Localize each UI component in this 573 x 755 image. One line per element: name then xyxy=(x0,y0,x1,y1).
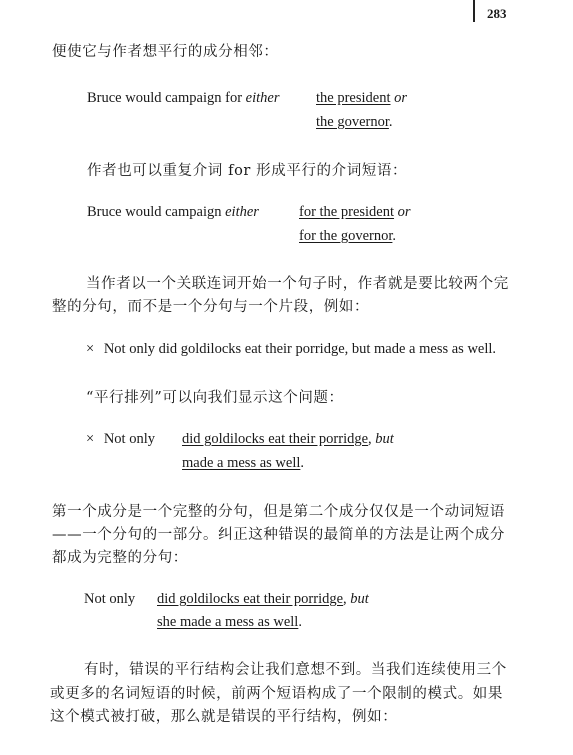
wrong-example-1-text: Not only did goldilocks eat their porridge, but made a mess as well. xyxy=(103,341,497,357)
example-1-line-1 xyxy=(87,90,279,107)
wrong-mark-icon: × xyxy=(86,431,95,447)
wrong-example-2-part-1-line xyxy=(182,431,394,448)
paragraph-3-line-1: 当作者以一个关联连词开始一个句子时，作者就是要比较两个完 xyxy=(86,276,509,292)
correct-example-part-1-line xyxy=(157,591,369,608)
paragraph-2: 作者也可以重复介词 for 形成平行的介词短语： xyxy=(87,163,408,179)
example-2-prefix: Bruce would campaign xyxy=(87,204,226,220)
wrong-mark-icon: × xyxy=(86,341,95,357)
example-1-option-1: the president xyxy=(316,90,391,106)
wrong-example-2-part-2: made a mess as well xyxy=(182,455,301,471)
example-1-option-1-line xyxy=(316,90,407,107)
example-2-or: or xyxy=(394,204,411,220)
paragraph-5-line-2: ——一个分句的一部分。纠正这种错误的最简单的方法是让两个成分 xyxy=(52,527,505,543)
wrong-example-2-but: but xyxy=(371,431,394,447)
correct-example-part-2: she made a mess as well xyxy=(157,614,299,630)
example-2-option-1-line xyxy=(299,204,411,221)
example-1-either: either xyxy=(245,90,280,106)
paragraph-5-line-1: 第一个成分是一个完整的分句，但是第二个成分仅仅是一个动词短语 xyxy=(52,504,505,520)
correct-example-lead: Not only xyxy=(84,591,136,607)
example-1-option-2-line xyxy=(316,114,393,131)
example-2-either: either xyxy=(225,204,259,220)
wrong-example-2-part-2-line xyxy=(182,455,304,472)
wrong-example-2-comma: , xyxy=(368,431,372,447)
page-number: 283 xyxy=(487,6,507,21)
wrong-example-2-lead xyxy=(86,431,155,448)
example-2-line-1 xyxy=(87,204,259,221)
example-2-option-2-line xyxy=(299,228,396,245)
header-rule xyxy=(473,0,475,22)
correct-example-part-1: did goldilocks eat their porridge xyxy=(157,591,344,607)
correct-example-but: but xyxy=(346,591,369,607)
correct-example-period: . xyxy=(298,614,302,630)
example-2-option-1: for the president xyxy=(299,204,395,220)
example-1-prefix: Bruce would campaign for xyxy=(87,90,246,106)
paragraph-3-line-2: 整的分句，而不是一个分句与一个片段，例如： xyxy=(52,299,370,315)
example-2-option-2: for the governor xyxy=(299,228,393,244)
paragraph-5-line-3: 都成为完整的分句： xyxy=(52,550,188,566)
example-1-option-2: the governor xyxy=(316,114,389,130)
paragraph-6-line-3: 这个模式被打破，那么就是错误的平行结构，例如： xyxy=(50,709,398,725)
example-1-or: or xyxy=(390,90,408,106)
wrong-example-2-period: . xyxy=(300,455,305,471)
wrong-example-2-lead-text: Not only xyxy=(103,431,155,447)
example-1-period: . xyxy=(388,114,393,130)
example-2-period: . xyxy=(392,228,397,244)
paragraph-6-line-2: 或更多的名词短语的时候，前两个短语构成了一个限制的模式。如果 xyxy=(50,686,503,702)
wrong-example-2-part-1: did goldilocks eat their porridge xyxy=(182,431,369,447)
correct-example-part-2-line xyxy=(157,614,302,631)
wrong-example-1 xyxy=(86,341,496,358)
paragraph-4: “平行排列”可以向我们显示这个问题： xyxy=(86,390,344,406)
paragraph-6-line-1: 有时，错误的平行结构会让我们意想不到。当我们连续使用三个 xyxy=(84,662,507,678)
correct-example-comma: , xyxy=(343,591,347,607)
paragraph-1: 便使它与作者想平行的成分相邻： xyxy=(52,44,279,60)
